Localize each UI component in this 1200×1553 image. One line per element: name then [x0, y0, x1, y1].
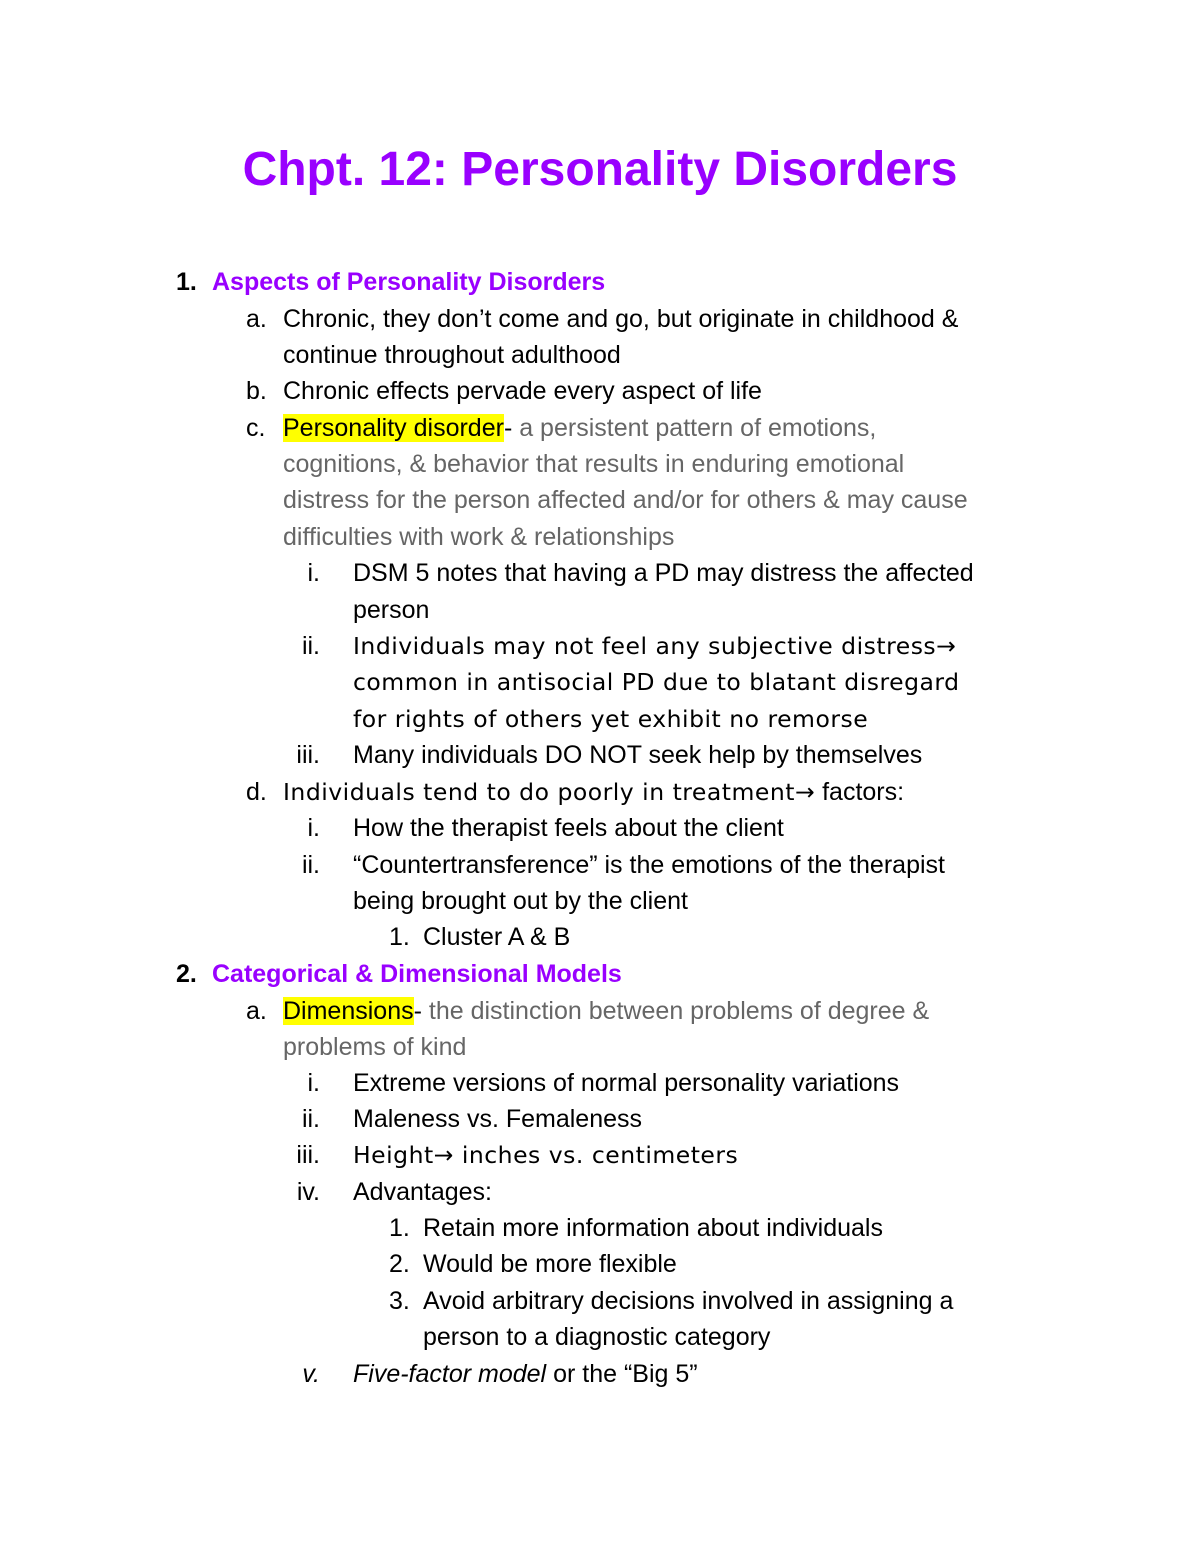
list-marker: i. — [307, 814, 320, 842]
section-number: 2. — [176, 960, 197, 988]
list-item: Avoid arbitrary decisions involved in assigning a — [423, 1287, 954, 1315]
definition-text: cognitions, & behavior that results in enduring emotional — [283, 450, 905, 478]
list-item: DSM 5 notes that having a PD may distress the affected — [353, 559, 974, 587]
section-heading: Categorical & Dimensional Models — [212, 960, 622, 988]
list-item-continued: being brought out by the client — [353, 887, 688, 915]
highlighted-term: Dimensions — [283, 997, 414, 1025]
definition-text: difficulties with work & relationships — [283, 523, 675, 551]
list-item-text: factors: — [815, 778, 905, 806]
list-item-continued: person to a diagnostic category — [423, 1323, 771, 1351]
list-marker: v. — [302, 1360, 320, 1388]
definition-text: the distinction between problems of degree & — [421, 997, 930, 1025]
list-marker: 1. — [389, 923, 410, 951]
italic-term: Five-factor model — [353, 1360, 547, 1388]
list-item-text: Individuals tend to do poorly in treatment→ — [283, 778, 816, 806]
definition-text: distress for the person affected and/or for others & may cause — [283, 486, 968, 514]
list-item: Cluster A & B — [423, 923, 571, 951]
list-marker: i. — [307, 559, 320, 587]
list-marker: 3. — [389, 1287, 410, 1315]
list-marker: a. — [246, 997, 267, 1025]
list-marker: 2. — [389, 1250, 410, 1278]
list-marker: i. — [307, 1069, 320, 1097]
list-item: Chronic effects pervade every aspect of life — [283, 377, 762, 405]
page-title: Chpt. 12: Personality Disorders — [242, 143, 958, 196]
list-item: Individuals may not feel any subjective distress→ — [353, 632, 957, 660]
list-marker: iv. — [296, 1178, 320, 1206]
section-heading: Aspects of Personality Disorders — [212, 268, 606, 296]
list-item — [353, 1356, 698, 1392]
list-item: Many individuals DO NOT seek help by themselves — [353, 741, 923, 769]
list-item: Advantages: — [353, 1178, 492, 1206]
list-marker: a. — [246, 305, 267, 333]
definition-item — [283, 410, 876, 446]
list-item-continued: continue throughout adulthood — [283, 341, 621, 369]
list-item: How the therapist feels about the client — [353, 814, 784, 842]
list-marker: ii. — [301, 632, 320, 660]
list-item: Extreme versions of normal personality variations — [353, 1069, 900, 1097]
definition-item — [283, 993, 929, 1029]
list-marker: 1. — [389, 1214, 410, 1242]
list-marker: d. — [246, 778, 267, 806]
term-dash: - — [503, 414, 513, 442]
section-number: 1. — [176, 268, 197, 296]
list-item: Retain more information about individuals — [423, 1214, 883, 1242]
list-item-text: or the “Big 5” — [546, 1360, 698, 1388]
list-marker: iii. — [296, 1141, 320, 1169]
list-marker: c. — [246, 414, 266, 442]
list-item: Chronic, they don’t come and go, but originate in childhood & — [283, 305, 959, 333]
list-item-continued: for rights of others yet exhibit no remorse — [353, 705, 869, 733]
definition-text: a persistent pattern of emotions, — [512, 414, 877, 442]
list-item-continued: person — [353, 596, 430, 624]
list-item: Would be more flexible — [423, 1250, 677, 1278]
highlighted-term: Personality disorder — [283, 414, 504, 442]
definition-text: problems of kind — [283, 1033, 467, 1061]
term-dash: - — [413, 997, 422, 1025]
list-marker: ii. — [301, 1105, 320, 1133]
list-marker: ii. — [301, 851, 320, 879]
list-item: “Countertransference” is the emotions of the therapist — [353, 851, 945, 879]
list-item — [283, 774, 904, 810]
list-item: Maleness vs. Femaleness — [353, 1105, 643, 1133]
list-item: Height→ inches vs. centimeters — [353, 1141, 739, 1169]
list-marker: b. — [246, 377, 267, 405]
list-marker: iii. — [296, 741, 320, 769]
list-item-continued: common in antisocial PD due to blatant disregard — [353, 668, 960, 696]
